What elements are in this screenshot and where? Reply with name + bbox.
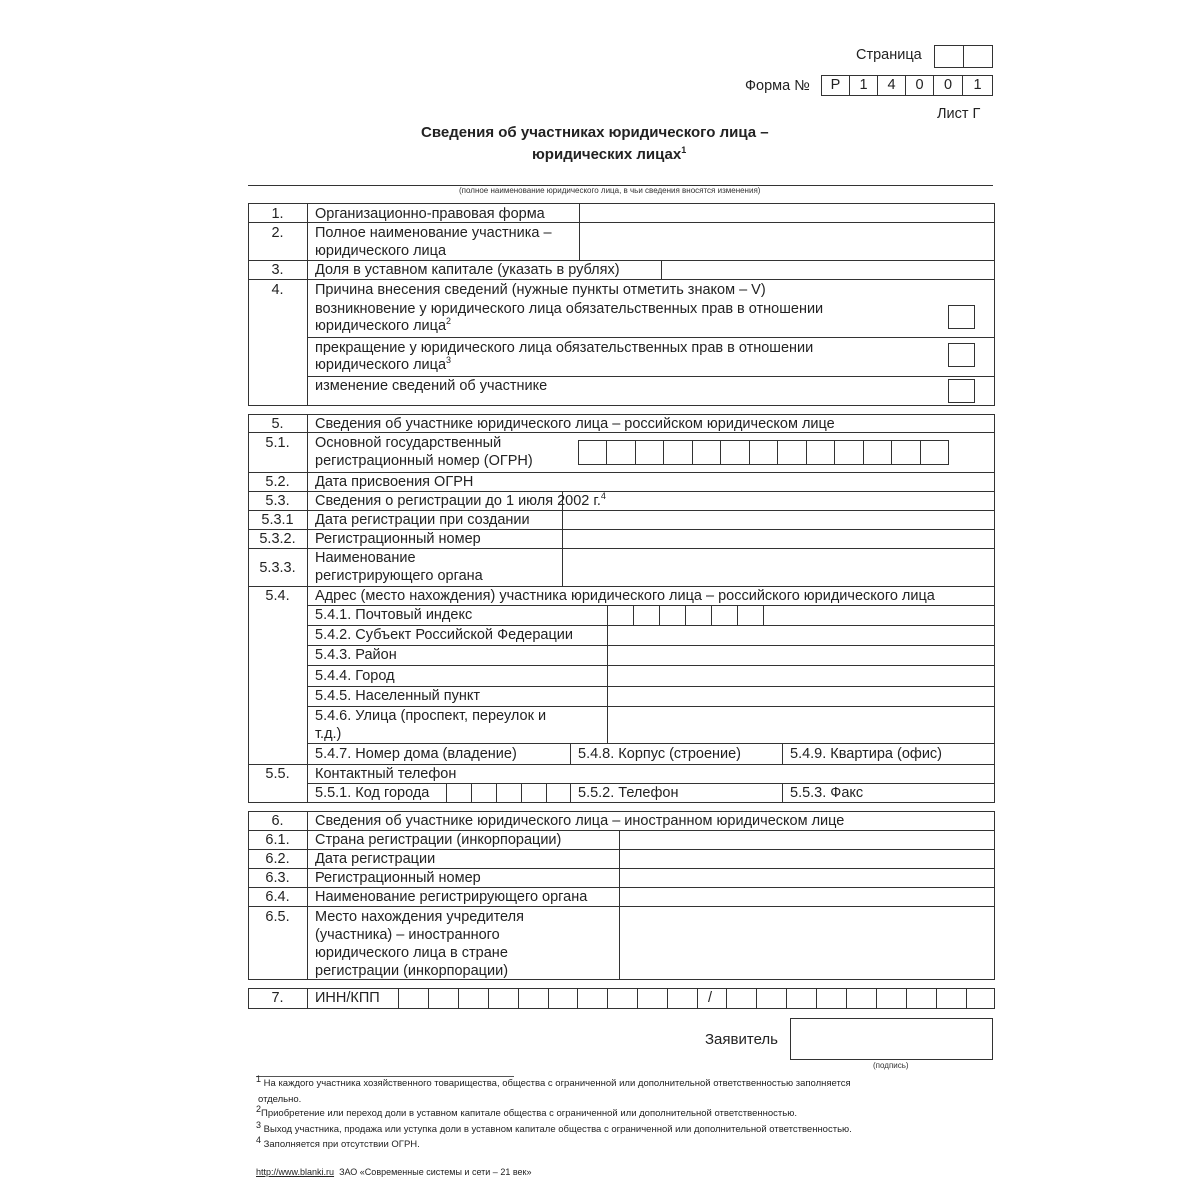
row-number: 5.1. [265,435,290,451]
contact-phone-label: Контактный телефон [315,766,457,782]
cell-divider [763,605,764,625]
registration-country-field[interactable] [620,831,994,849]
capital-share-field[interactable] [662,261,994,279]
reason-change-label: изменение сведений об участнике [315,378,548,394]
page-cell-divider [963,45,964,68]
cell-divider [891,440,892,465]
cell-divider [816,988,817,1009]
foreign-address-label: регистрации (инкорпорации) [315,963,509,979]
row-divider [248,586,995,587]
value-column-divider [570,783,571,803]
apartment-label: 5.4.9. Квартира (офис) [790,746,943,762]
ogrn-label: Основной государственный [315,435,502,451]
ogrn-date-label: Дата присвоения ОГРН [315,474,474,490]
footnote-3: $^3$ Выход участника, продажа или уступка доли в уставном капитале общества с ограниченной или дополнительной ответственностью. [256,1119,852,1135]
cell-divider [428,988,429,1009]
form-title-line1: Сведения об участниках юридического лица – [421,124,769,141]
row-number: 5. [271,416,284,432]
footnote-1: $^1$ На каждого участника хозяйственного товарищества, общества с ограниченной или дополнительной ответственностью заполняется [256,1073,851,1089]
foreign-address-label: юридического лица в стране [315,945,508,961]
locality-label: 5.4.5. Населенный пункт [315,688,481,704]
postal-code-label: 5.4.1. Почтовый индекс [315,607,473,623]
cell-divider [936,988,937,1009]
city-label: 5.4.4. Город [315,668,395,684]
cell-divider [692,440,693,465]
row-number: 6.1. [265,832,290,848]
street-field[interactable] [608,707,994,743]
creation-registration-date-label: Дата регистрации при создании [315,512,530,528]
org-legal-form-label: Организационно-правовая форма [315,206,545,222]
foreign-entity-section-title: Сведения об участнике юридического лица – иностранном юридическом лице [315,813,845,829]
region-field[interactable] [608,626,994,645]
cell-divider [488,988,489,1009]
form-number-cell: 1 [962,75,993,96]
foreign-address-field[interactable] [620,907,994,979]
participant-name-label: Полное наименование участника – [315,225,552,241]
cell-divider [607,988,608,1009]
form-number-cell: 0 [905,75,934,96]
district-label: 5.4.3. Район [315,647,397,663]
cell-divider [697,988,698,1009]
region-label: 5.4.2. Субъект Российской Федерации [315,627,573,643]
footnote-4: $^4$ Заполняется при отсутствии ОГРН. [256,1134,420,1150]
reason-termination-checkbox[interactable] [948,343,975,367]
row-number: 5.3.2. [259,531,296,547]
applicant-label: Заявитель [705,1031,778,1048]
city-field[interactable] [608,666,994,686]
registration-country-label: Страна регистрации (инкорпорации) [315,832,562,848]
cell-divider [546,783,547,803]
row-divider [248,764,995,765]
row-divider [248,472,995,473]
number-column-divider [307,811,308,980]
russian-entity-section-title: Сведения об участнике юридического лица – российском юридическом лице [315,416,835,432]
number-column-divider [307,988,308,1009]
registering-authority-label: Наименование [315,550,416,566]
form-title-line2: юридических лицах$^1$ [532,145,687,163]
reason-change-checkbox[interactable] [948,379,975,403]
reason-termination-label: прекращение у юридического лица обязательственных прав в отношении [315,340,814,356]
reason-termination-label: юридического лица$^3$ [315,355,452,373]
row-number: 5.3.1 [261,512,294,528]
cell-divider [667,988,668,1009]
form-number-cell: 4 [877,75,906,96]
cell-divider [863,440,864,465]
row-divider [307,605,995,606]
creation-registration-date-field[interactable] [563,511,994,529]
cell-divider [446,783,447,803]
row-number: 6.3. [265,870,290,886]
foreign-registration-number-field[interactable] [620,869,994,887]
cell-divider [458,988,459,1009]
source-link[interactable]: http://www.blanki.ru [256,1167,335,1177]
row-number: 7. [271,990,284,1006]
reason-acquisition-checkbox[interactable] [948,305,975,329]
cell-divider [737,605,738,625]
fax-label: 5.5.3. Факс [790,785,864,801]
row-number: 6.5. [265,909,290,925]
row-number: 6.2. [265,851,290,867]
locality-field[interactable] [608,687,994,706]
cell-divider [398,988,399,1009]
reason-acquisition-label: возникновение у юридического лица обязательственных прав в отношении [315,301,824,317]
cell-divider [635,440,636,465]
row-number: 4. [271,282,284,298]
inn-kpp-separator: / [708,990,713,1006]
cell-divider [521,783,522,803]
phone-label: 5.5.2. Телефон [578,785,679,801]
footnote-1-continued: отдельно. [258,1094,302,1105]
capital-share-label: Доля в уставном капитале (указать в рублях) [315,262,620,278]
foreign-address-label: (участника) – иностранного [315,927,500,943]
ogrn-field[interactable] [578,440,949,465]
change-reason-label: Причина внесения сведений (нужные пункты отметить знаком – V) [315,282,766,298]
registration-number-field[interactable] [563,530,994,548]
cell-divider [834,440,835,465]
sheet-label: Лист Г [937,106,981,122]
signature-caption: (подпись) [873,1061,909,1070]
cell-divider [876,988,877,1009]
org-legal-form-field[interactable] [580,204,994,222]
signature-field[interactable] [790,1018,993,1060]
row-divider [307,376,995,377]
cell-divider [786,988,787,1009]
foreign-registration-date-field[interactable] [620,850,994,868]
cell-divider [471,783,472,803]
row-number: 5.3. [265,493,290,509]
cell-divider [633,605,634,625]
cell-divider [685,605,686,625]
cell-divider [496,783,497,803]
value-column-divider [782,783,783,803]
building-label: 5.4.8. Корпус (строение) [578,746,742,762]
footnote-2: $^2$Приобретение или переход доли в уставном капитале общества с ограниченной или дополнительной ответственностью. [256,1103,797,1119]
cell-divider [637,988,638,1009]
cell-divider [659,605,660,625]
form-number-cell: Р [821,75,850,96]
participant-name-field[interactable] [580,223,994,260]
footnote-separator [256,1076,514,1077]
cell-divider [577,988,578,1009]
cell-divider [846,988,847,1009]
registering-authority-field[interactable] [563,549,994,586]
cell-divider [518,988,519,1009]
street-label: т.д.) [315,726,342,742]
page-label: Страница [856,47,922,63]
reason-acquisition-label: юридического лица$^2$ [315,316,452,334]
foreign-registration-number-label: Регистрационный номер [315,870,481,886]
ogrn-label: регистрационный номер (ОГРН) [315,453,533,469]
row-number: 5.2. [265,474,290,490]
row-number: 1. [271,206,284,222]
cell-divider [966,988,967,1009]
row-divider [248,279,995,280]
foreign-registration-date-label: Дата регистрации [315,851,436,867]
cell-divider [726,988,727,1009]
entity-name-caption: (полное наименование юридического лица, в чьи сведения вносятся изменения) [459,186,761,195]
source-company: ЗАО «Современные системы и сети – 21 век» [339,1167,532,1177]
street-label: 5.4.6. Улица (проспект, переулок и [315,708,547,724]
cell-divider [756,988,757,1009]
cell-divider [606,440,607,465]
row-number: 6.4. [265,889,290,905]
foreign-authority-field[interactable] [620,888,994,906]
cell-divider [663,440,664,465]
district-field[interactable] [608,646,994,665]
cell-divider [777,440,778,465]
cell-divider [920,440,921,465]
row-number: 5.3.3. [259,560,296,576]
value-column-divider [570,743,571,764]
participant-name-label: юридического лица [315,243,447,259]
cell-divider [906,988,907,1009]
cell-divider [749,440,750,465]
row-divider [307,783,995,784]
row-number: 5.4. [265,588,290,604]
cell-divider [711,605,712,625]
row-number: 5.5. [265,766,290,782]
row-divider [307,337,995,338]
address-section-title: Адрес (место нахождения) участника юридического лица – российского юридического лица [315,588,935,604]
foreign-address-label: Место нахождения учредителя [315,909,524,925]
row-divider [307,743,995,744]
value-column-divider [782,743,783,764]
pre-2002-registration-label: Сведения о регистрации до 1 июля 2002 г.$^4$ [315,491,606,509]
cell-divider [548,988,549,1009]
area-code-label: 5.5.1. Код города [315,785,430,801]
form-number-cell: 0 [933,75,963,96]
foreign-authority-label: Наименование регистрирующего органа [315,889,588,905]
form-number-label: Форма № [745,78,810,94]
row-divider [248,491,995,492]
cell-divider [720,440,721,465]
registering-authority-label: регистрирующего органа [315,568,483,584]
house-number-label: 5.4.7. Номер дома (владение) [315,746,517,762]
row-number: 6. [271,813,284,829]
row-number: 3. [271,262,284,278]
inn-kpp-label: ИНН/КПП [315,990,380,1006]
source-line [256,1166,531,1178]
row-number: 2. [271,225,284,241]
form-number-cell: 1 [849,75,878,96]
registration-number-label: Регистрационный номер [315,531,481,547]
cell-divider [806,440,807,465]
cell-divider [607,605,608,625]
